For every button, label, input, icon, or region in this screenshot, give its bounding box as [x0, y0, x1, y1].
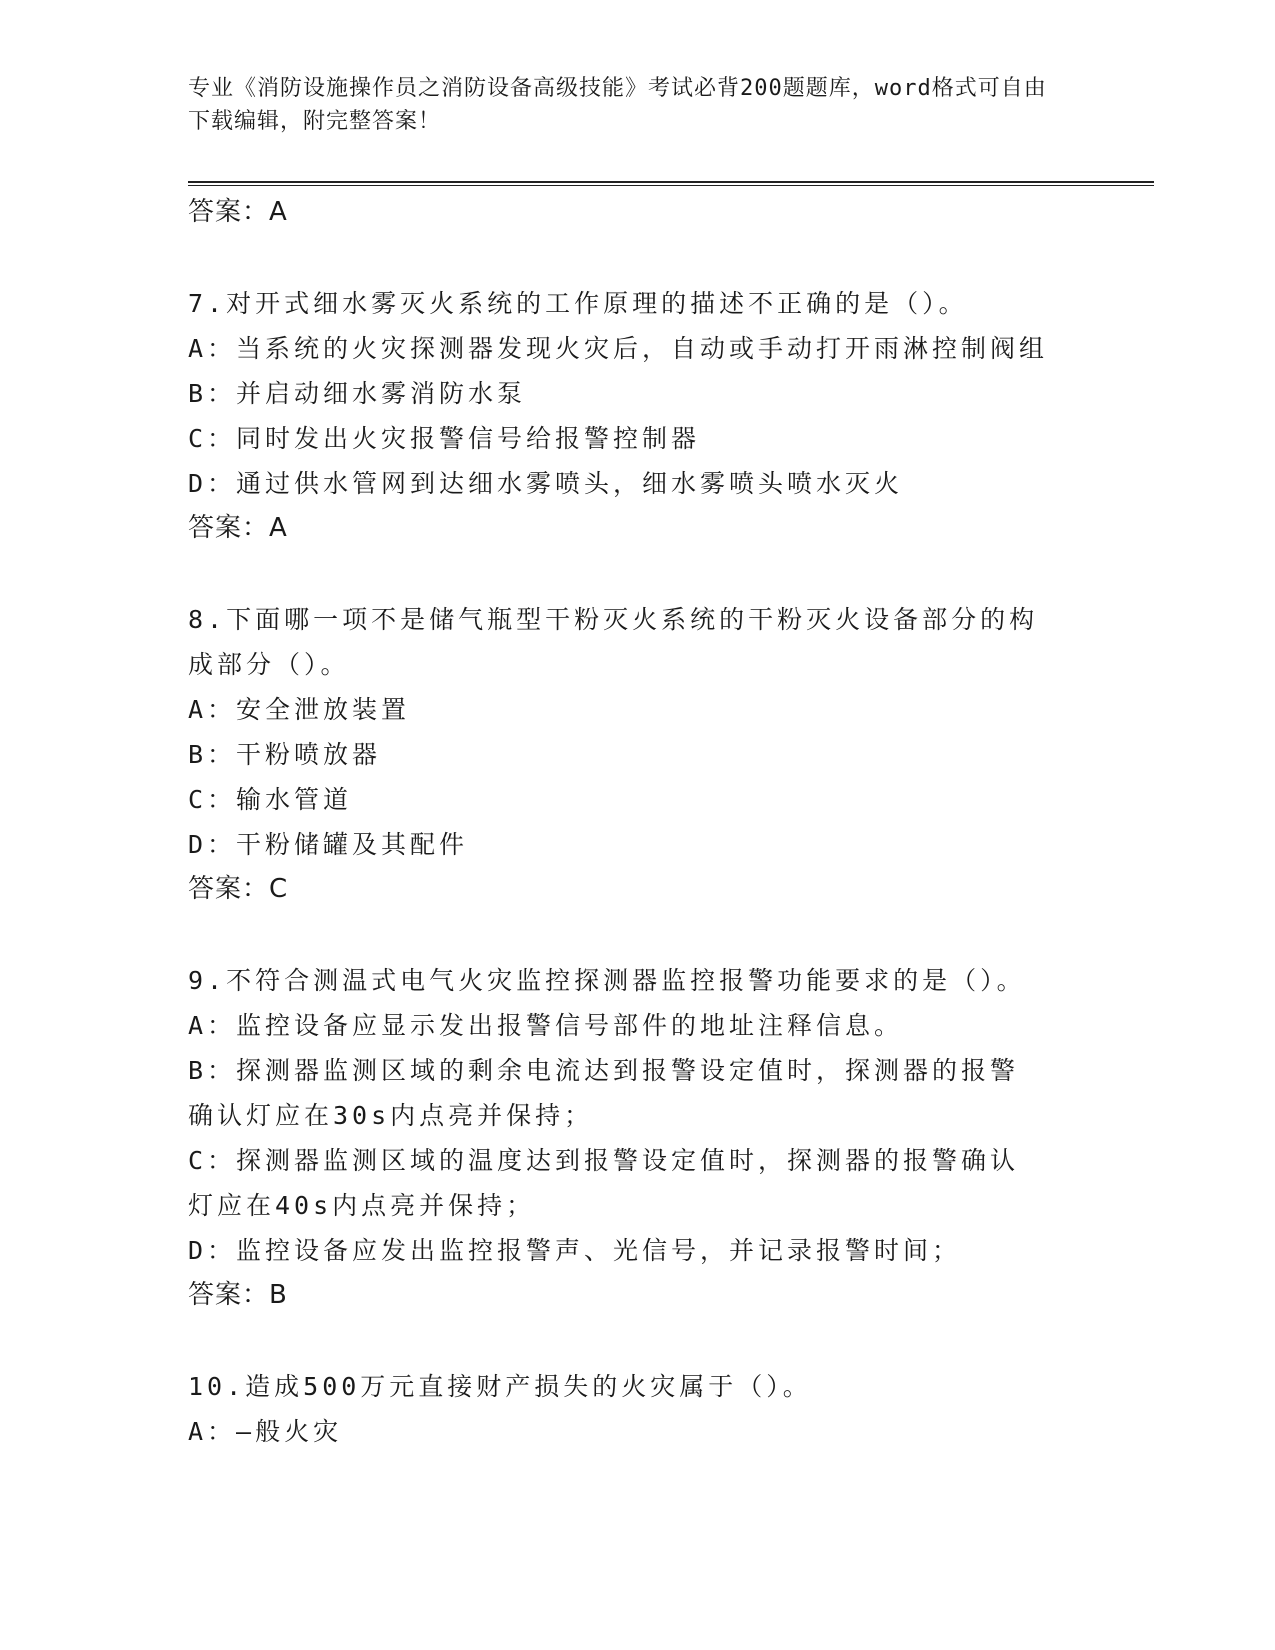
answer: 答案：B	[188, 1280, 288, 1310]
question-9	[188, 958, 1088, 1318]
option-d: D：干粉储罐及其配件	[188, 830, 469, 859]
option-a: A：安全泄放装置	[188, 695, 411, 724]
option-d: D：通过供水管网到达细水雾喷头，细水雾喷头喷水灭火	[188, 469, 904, 498]
spacer	[188, 551, 1088, 597]
spacer	[188, 1318, 1088, 1364]
option-d: D：监控设备应发出监控报警声、光信号，并记录报警时间；	[188, 1236, 962, 1265]
option-a: A：监控设备应显示发出报警信号部件的地址注释信息。	[188, 1011, 904, 1040]
spacer	[188, 912, 1088, 958]
option-b: B：干粉喷放器	[188, 740, 382, 769]
question-stem: 9.不符合测温式电气火灾监控探测器监控报警功能要求的是（）。	[188, 966, 1026, 995]
question-10	[188, 1364, 1088, 1454]
option-b: B：探测器监测区域的剩余电流达到报警设定值时，探测器的报警确认灯应在30s内点亮并保持；	[188, 1056, 1020, 1130]
header-divider	[188, 181, 1154, 186]
option-a: A：—般火灾	[188, 1417, 343, 1446]
option-a: A：当系统的火灾探测器发现火灾后，自动或手动打开雨淋控制阀组	[188, 334, 1049, 363]
option-c: C：输水管道	[188, 785, 353, 814]
question-stem: 8.下面哪一项不是储气瓶型干粉灭火系统的干粉灭火设备部分的构成部分（）。	[188, 605, 1039, 679]
answer-prev: 答案：A	[188, 197, 288, 227]
option-b: B：并启动细水雾消防水泵	[188, 379, 527, 408]
document-body	[188, 190, 1088, 1454]
answer: 答案：A	[188, 513, 288, 543]
question-7	[188, 281, 1088, 551]
question-8	[188, 597, 1088, 912]
question-stem: 10.造成500万元直接财产损失的火灾属于（）。	[188, 1372, 812, 1401]
question-stem: 7.对开式细水雾灭火系统的工作原理的描述不正确的是（）。	[188, 289, 968, 318]
spacer	[188, 235, 1088, 281]
option-c: C：探测器监测区域的温度达到报警设定值时，探测器的报警确认灯应在40s内点亮并保持；	[188, 1146, 1020, 1220]
document-header: 专业《消防设施操作员之消防设备高级技能》考试必背200题题库，word格式可自由下载编辑，附完整答案！	[188, 76, 1047, 134]
option-c: C：同时发出火灾报警信号给报警控制器	[188, 424, 701, 453]
answer: 答案：C	[188, 874, 289, 904]
